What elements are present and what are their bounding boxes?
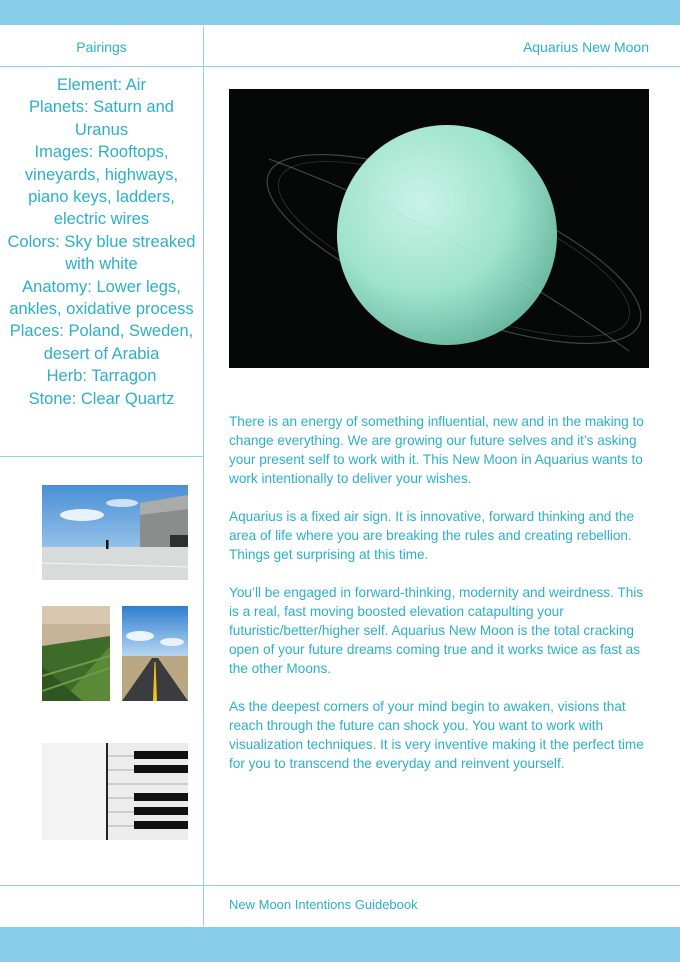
paragraph-3: You’ll be engaged in forward-thinking, modernity and weirdness. This is a real, fast moving boosted elevation catapulting your futuristic/better/higher self. Aquarius New Moon is the total cracking open of your future dreams coming true and it works twice as fast as the other Moons. (229, 585, 644, 676)
header-divider (0, 66, 680, 67)
uranus-planet-image (229, 89, 649, 368)
vineyard-image (42, 606, 110, 701)
page-title: Aquarius New Moon (522, 39, 649, 55)
column-divider (203, 26, 204, 926)
pairing-element: Element: Air (57, 76, 146, 94)
footer-divider (0, 885, 680, 886)
article-body (229, 412, 649, 792)
pairings-list (0, 74, 203, 410)
footer-text: New Moon Intentions Guidebook (229, 897, 418, 912)
pairing-images: Images: Rooftops, vineyards, highways, piano keys, ladders, electric wires (24, 143, 179, 229)
pairing-anatomy: Anatomy: Lower legs, ankles, oxidative process (9, 277, 194, 319)
paragraph-2: Aquarius is a fixed air sign. It is innovative, forward thinking and the area of life where you are breaking the rules and creating rebellion. Things get surprising at this time. (229, 509, 635, 562)
piano-keys-image (42, 743, 188, 840)
pairings-title: Pairings (76, 39, 127, 55)
top-color-band (0, 0, 680, 25)
pairing-planets: Planets: Saturn and Uranus (29, 98, 174, 139)
pairing-places: Places: Poland, Sweden, desert of Arabia (9, 322, 194, 363)
bottom-color-band (0, 927, 680, 962)
pairing-colors: Colors: Sky blue streaked with white (7, 232, 196, 274)
pairing-herb: Herb: Tarragon (46, 367, 157, 386)
paragraph-4: As the deepest corners of your mind begin to awaken, visions that reach through the future can shock you. You want to work with visualization techniques. It is very inventive making it the perfect time for you to transcend the everyday and reinvent yourself. (229, 699, 644, 771)
rooftop-image (42, 485, 188, 580)
paragraph-1: There is an energy of something influential, new and in the making to change everything. We are growing our future selves and it’s asking your present self to work with it. This New Moon in Aquarius wants to work intentionally to deliver your wishes. (229, 414, 644, 486)
pairings-divider (0, 456, 203, 457)
pairing-stone: Stone: Clear Quartz (28, 389, 175, 408)
highway-image (122, 606, 188, 701)
